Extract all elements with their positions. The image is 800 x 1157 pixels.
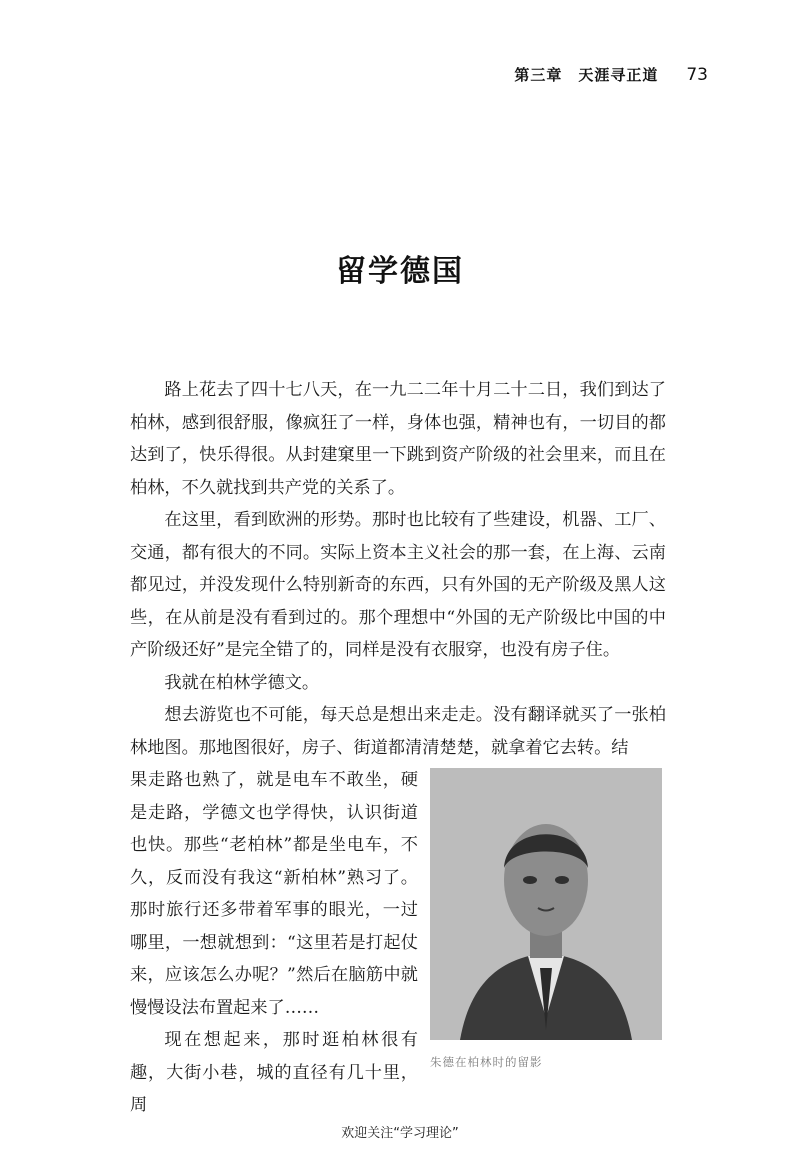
page-footer: 欢迎关注“学习理论” xyxy=(341,1126,459,1141)
chapter-title: 第三章 天涯寻正道 xyxy=(514,66,659,84)
paragraph: 现在想起来，那时逛柏林很有趣，大街小巷，城的直径有几十里，周 xyxy=(130,1030,418,1115)
running-header xyxy=(514,64,708,85)
portrait-photo xyxy=(430,768,662,1040)
photo-figure xyxy=(430,768,662,1079)
paragraph: 路上花去了四十七八天，在一九二二年十月二十二日，我们到达了柏林，感到很舒服，像疯狂了一样，身体也强，精神也有，一切目的都达到了，快乐得很。从封建窠里一下跳到资产阶级的社会里来，而且在柏林，不久就找到共产党的关系了。 xyxy=(130,380,666,498)
paragraph: 我就在柏林学德文。 xyxy=(164,672,320,693)
section-title: 留学德国 xyxy=(336,254,464,289)
page-number: 73 xyxy=(686,65,708,85)
paragraph: 果走路也熟了，就是电车不敢坐，硬是走路，学德文也学得快，认识街道也快。那些“老柏林”都是坐电车，不久，反而没有我这“新柏林”熟习了。那时旅行还多带着军事的眼光，一过哪里，一想就想到：“这里若是打起仗来，应该怎么办呢？”然后在脑筋中就慢慢设法布置起来了…… xyxy=(130,770,418,1018)
portrait-image xyxy=(430,768,662,1040)
paragraph: 想去游览也不可能，每天总是想出来走走。没有翻译就买了一张柏林地图。那地图很好，房子、街道都清清楚楚，就拿着它去转。结 xyxy=(130,705,666,758)
body-text xyxy=(130,374,666,1122)
wrapped-text xyxy=(130,764,418,1122)
photo-caption: 朱德在柏林时的留影 xyxy=(430,1055,543,1069)
text-with-figure xyxy=(130,764,666,1122)
paragraph: 在这里，看到欧洲的形势。那时也比较有了些建设，机器、工厂、交通，都有很大的不同。实际上资本主义社会的那一套，在上海、云南都见过，并没发现什么特别新奇的东西，只有外国的无产阶级及黑人这些，在从前是没有看到过的。那个理想中“外国的无产阶级比中国的中产阶级还好”是完全错了的，同样是没有衣服穿，也没有房子住。 xyxy=(130,510,666,660)
